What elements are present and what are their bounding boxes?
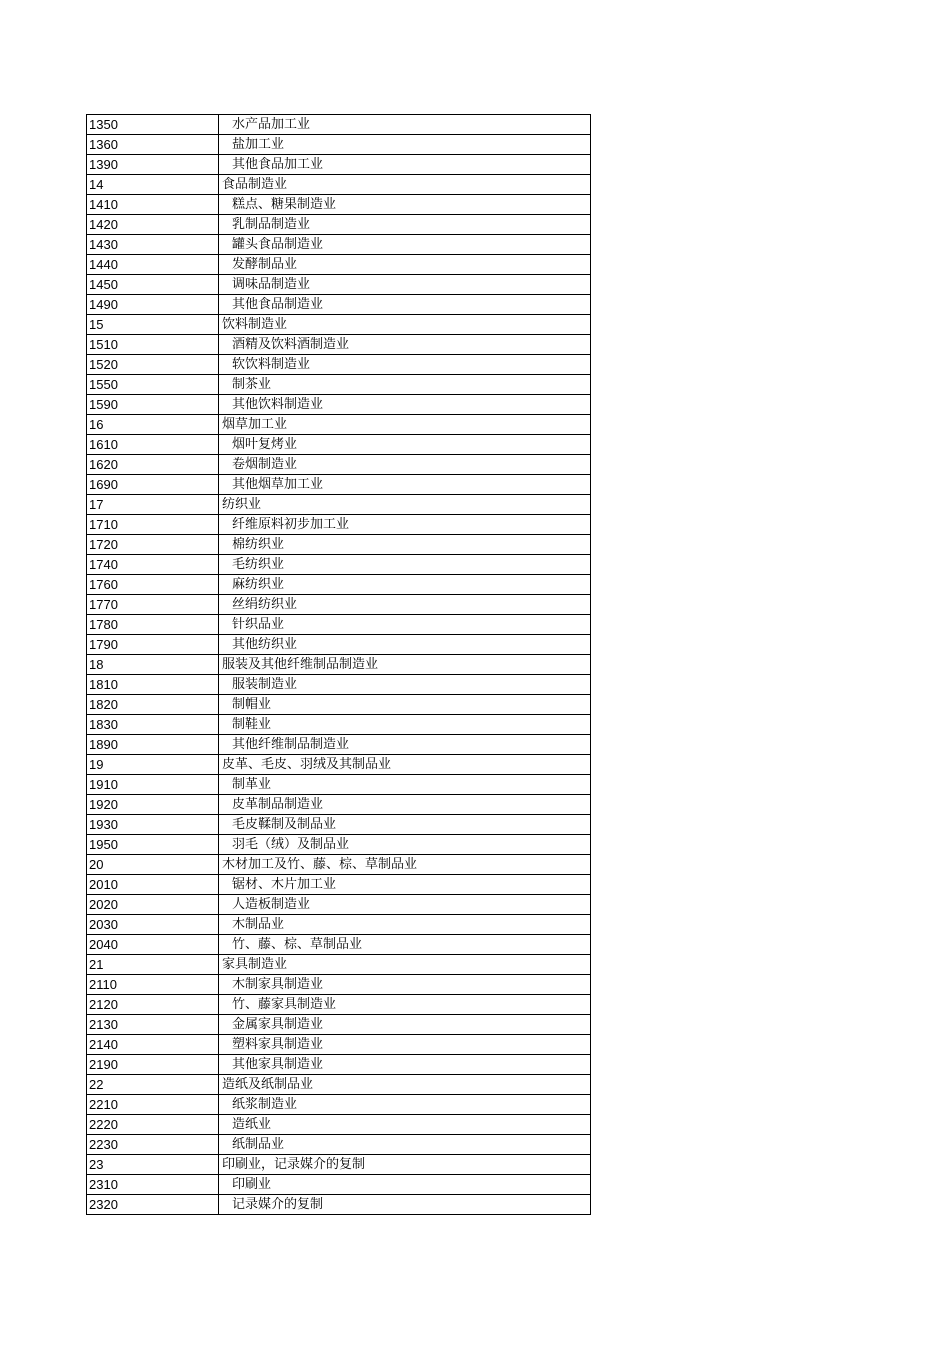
industry-name-cell: 木制品业 [219, 915, 591, 935]
industry-name-cell: 制革业 [219, 775, 591, 795]
industry-name-cell: 竹、藤、棕、草制品业 [219, 935, 591, 955]
industry-name-cell: 制鞋业 [219, 715, 591, 735]
industry-code-cell: 2310 [87, 1175, 219, 1195]
table-row [87, 1055, 591, 1075]
industry-name-cell: 竹、藤家具制造业 [219, 995, 591, 1015]
industry-code-cell: 1790 [87, 635, 219, 655]
industry-name-cell: 纸制品业 [219, 1135, 591, 1155]
industry-name-cell: 调味品制造业 [219, 275, 591, 295]
industry-code-cell: 2190 [87, 1055, 219, 1075]
industry-code-cell: 2220 [87, 1115, 219, 1135]
industry-code-cell: 19 [87, 755, 219, 775]
industry-name-cell: 皮革、毛皮、羽绒及其制品业 [219, 755, 591, 775]
table-row [87, 975, 591, 995]
industry-name-cell: 乳制品制造业 [219, 215, 591, 235]
table-row [87, 1135, 591, 1155]
industry-code-cell: 1690 [87, 475, 219, 495]
industry-code-cell: 18 [87, 655, 219, 675]
industry-code-cell: 16 [87, 415, 219, 435]
industry-name-cell: 丝绢纺织业 [219, 595, 591, 615]
industry-name-cell: 盐加工业 [219, 135, 591, 155]
table-row [87, 135, 591, 155]
industry-code-cell: 2010 [87, 875, 219, 895]
table-row [87, 555, 591, 575]
table-row [87, 1115, 591, 1135]
table-row [87, 755, 591, 775]
industry-name-cell: 皮革制品制造业 [219, 795, 591, 815]
industry-code-cell: 1910 [87, 775, 219, 795]
industry-name-cell: 其他纤维制品制造业 [219, 735, 591, 755]
table-row [87, 115, 591, 135]
table-row [87, 735, 591, 755]
industry-name-cell: 羽毛（绒）及制品业 [219, 835, 591, 855]
industry-name-cell: 酒精及饮料酒制造业 [219, 335, 591, 355]
table-row [87, 775, 591, 795]
industry-name-cell: 制茶业 [219, 375, 591, 395]
industry-name-cell: 毛纺织业 [219, 555, 591, 575]
industry-code-cell: 1360 [87, 135, 219, 155]
table-row [87, 635, 591, 655]
table-row [87, 655, 591, 675]
industry-name-cell: 饮料制造业 [219, 315, 591, 335]
table-row [87, 875, 591, 895]
industry-name-cell: 其他烟草加工业 [219, 475, 591, 495]
industry-code-cell: 1590 [87, 395, 219, 415]
industry-name-cell: 食品制造业 [219, 175, 591, 195]
table-row [87, 595, 591, 615]
industry-code-cell: 1830 [87, 715, 219, 735]
industry-code-cell: 2230 [87, 1135, 219, 1155]
table-row [87, 575, 591, 595]
industry-code-cell: 1950 [87, 835, 219, 855]
industry-code-cell: 1720 [87, 535, 219, 555]
industry-code-cell: 2110 [87, 975, 219, 995]
industry-code-cell: 1440 [87, 255, 219, 275]
industry-code-cell: 15 [87, 315, 219, 335]
table-row [87, 495, 591, 515]
industry-code-cell: 1920 [87, 795, 219, 815]
industry-name-cell: 造纸及纸制品业 [219, 1075, 591, 1095]
industry-name-cell: 棉纺织业 [219, 535, 591, 555]
table-row [87, 955, 591, 975]
industry-code-table [86, 114, 591, 1215]
industry-name-cell: 烟叶复烤业 [219, 435, 591, 455]
industry-code-cell: 2030 [87, 915, 219, 935]
industry-name-cell: 软饮料制造业 [219, 355, 591, 375]
industry-code-cell: 1710 [87, 515, 219, 535]
table-row [87, 915, 591, 935]
table-row [87, 535, 591, 555]
industry-name-cell: 印刷业 [219, 1175, 591, 1195]
table-row [87, 395, 591, 415]
industry-code-cell: 1890 [87, 735, 219, 755]
industry-code-cell: 2140 [87, 1035, 219, 1055]
industry-code-cell: 2020 [87, 895, 219, 915]
industry-name-cell: 其他食品加工业 [219, 155, 591, 175]
table-row [87, 1015, 591, 1035]
table-row [87, 255, 591, 275]
table-row [87, 795, 591, 815]
industry-code-cell: 1620 [87, 455, 219, 475]
industry-code-cell: 1520 [87, 355, 219, 375]
industry-code-cell: 2130 [87, 1015, 219, 1035]
table-body [87, 115, 591, 1215]
industry-name-cell: 造纸业 [219, 1115, 591, 1135]
industry-code-cell: 1450 [87, 275, 219, 295]
table-row [87, 995, 591, 1015]
industry-code-cell: 2120 [87, 995, 219, 1015]
industry-code-cell: 14 [87, 175, 219, 195]
industry-code-cell: 1490 [87, 295, 219, 315]
industry-name-cell: 罐头食品制造业 [219, 235, 591, 255]
table-row [87, 1095, 591, 1115]
industry-code-cell: 1350 [87, 115, 219, 135]
industry-name-cell: 纸浆制造业 [219, 1095, 591, 1115]
industry-name-cell: 印刷业，记录媒介的复制 [219, 1155, 591, 1175]
industry-code-cell: 1420 [87, 215, 219, 235]
table-row [87, 175, 591, 195]
table-row [87, 1075, 591, 1095]
table-row [87, 475, 591, 495]
industry-code-cell: 1610 [87, 435, 219, 455]
industry-name-cell: 其他纺织业 [219, 635, 591, 655]
table-row [87, 275, 591, 295]
industry-name-cell: 锯材、木片加工业 [219, 875, 591, 895]
industry-code-cell: 17 [87, 495, 219, 515]
industry-code-cell: 1760 [87, 575, 219, 595]
table-row [87, 375, 591, 395]
industry-name-cell: 其他家具制造业 [219, 1055, 591, 1075]
industry-name-cell: 塑料家具制造业 [219, 1035, 591, 1055]
table-row [87, 235, 591, 255]
industry-code-cell: 1410 [87, 195, 219, 215]
industry-name-cell: 木材加工及竹、藤、棕、草制品业 [219, 855, 591, 875]
industry-code-cell: 1810 [87, 675, 219, 695]
table-row [87, 675, 591, 695]
industry-name-cell: 针织品业 [219, 615, 591, 635]
table-row [87, 715, 591, 735]
table-row [87, 455, 591, 475]
industry-code-cell: 23 [87, 1155, 219, 1175]
table-row [87, 295, 591, 315]
industry-name-cell: 发酵制品业 [219, 255, 591, 275]
industry-name-cell: 金属家具制造业 [219, 1015, 591, 1035]
table-row [87, 835, 591, 855]
industry-name-cell: 木制家具制造业 [219, 975, 591, 995]
table-row [87, 1175, 591, 1195]
industry-name-cell: 麻纺织业 [219, 575, 591, 595]
industry-name-cell: 纺织业 [219, 495, 591, 515]
industry-name-cell: 卷烟制造业 [219, 455, 591, 475]
industry-code-cell: 1740 [87, 555, 219, 575]
industry-code-cell: 1770 [87, 595, 219, 615]
table-row [87, 935, 591, 955]
industry-code-cell: 1510 [87, 335, 219, 355]
table-row [87, 335, 591, 355]
table-row [87, 615, 591, 635]
industry-name-cell: 服装及其他纤维制品制造业 [219, 655, 591, 675]
industry-name-cell: 其他食品制造业 [219, 295, 591, 315]
industry-code-cell: 1930 [87, 815, 219, 835]
table-row [87, 195, 591, 215]
table-row [87, 415, 591, 435]
industry-name-cell: 服装制造业 [219, 675, 591, 695]
table-row [87, 155, 591, 175]
industry-code-cell: 22 [87, 1075, 219, 1095]
industry-code-cell: 1430 [87, 235, 219, 255]
industry-code-cell: 1550 [87, 375, 219, 395]
industry-name-cell: 毛皮鞣制及制品业 [219, 815, 591, 835]
industry-code-cell: 21 [87, 955, 219, 975]
table-row [87, 215, 591, 235]
industry-code-cell: 20 [87, 855, 219, 875]
table-row [87, 695, 591, 715]
table-row [87, 1035, 591, 1055]
industry-code-cell: 2210 [87, 1095, 219, 1115]
industry-code-cell: 2320 [87, 1195, 219, 1215]
table-row [87, 855, 591, 875]
industry-name-cell: 其他饮料制造业 [219, 395, 591, 415]
industry-name-cell: 水产品加工业 [219, 115, 591, 135]
industry-code-cell: 1390 [87, 155, 219, 175]
table-row [87, 315, 591, 335]
table-row [87, 815, 591, 835]
industry-name-cell: 人造板制造业 [219, 895, 591, 915]
table-row [87, 895, 591, 915]
industry-name-cell: 糕点、糖果制造业 [219, 195, 591, 215]
table-row [87, 1155, 591, 1175]
industry-name-cell: 纤维原料初步加工业 [219, 515, 591, 535]
table-row [87, 515, 591, 535]
industry-code-cell: 1820 [87, 695, 219, 715]
industry-name-cell: 制帽业 [219, 695, 591, 715]
table-row [87, 355, 591, 375]
table-row [87, 435, 591, 455]
industry-name-cell: 记录媒介的复制 [219, 1195, 591, 1215]
industry-code-cell: 2040 [87, 935, 219, 955]
industry-code-cell: 1780 [87, 615, 219, 635]
industry-name-cell: 家具制造业 [219, 955, 591, 975]
table-row [87, 1195, 591, 1215]
industry-name-cell: 烟草加工业 [219, 415, 591, 435]
